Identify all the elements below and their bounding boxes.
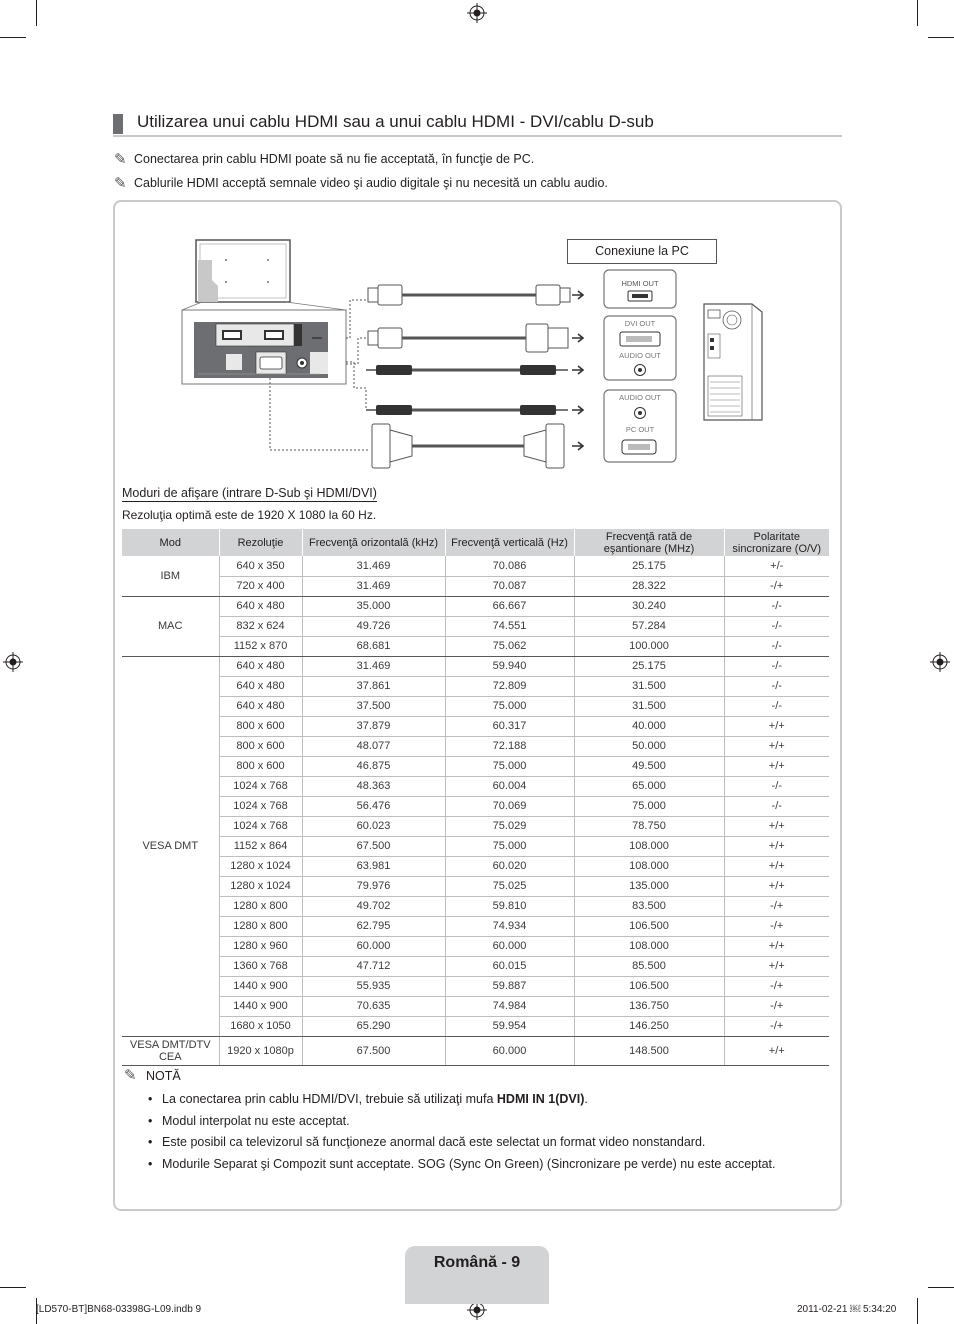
table-row (122, 676, 829, 696)
table-cell: 31.500 (574, 676, 724, 696)
table-cell: 106.500 (574, 976, 724, 996)
table-cell: 640 x 480 (219, 696, 302, 716)
registration-mark-icon (930, 652, 950, 672)
table-cell: 720 x 400 (219, 576, 302, 596)
table-row (122, 576, 829, 596)
table-cell: 135.000 (574, 876, 724, 896)
bullet-icon: • (148, 1114, 153, 1128)
table-cell: 1280 x 800 (219, 896, 302, 916)
bullet-icon: • (148, 1157, 153, 1171)
table-row (122, 956, 829, 976)
crop-mark (928, 37, 954, 38)
table-row (122, 616, 829, 636)
table-cell: 75.000 (574, 796, 724, 816)
table-cell: +/+ (724, 1036, 829, 1065)
table-cell: 60.015 (445, 956, 574, 976)
table-cell: 37.861 (302, 676, 445, 696)
table-cell: 72.188 (445, 736, 574, 756)
table-cell: 62.795 (302, 916, 445, 936)
table-cell: 74.551 (445, 616, 574, 636)
table-cell: -/- (724, 796, 829, 816)
table-row (122, 556, 829, 576)
table-cell: 1152 x 864 (219, 836, 302, 856)
table-cell: 28.322 (574, 576, 724, 596)
table-cell: 74.934 (445, 916, 574, 936)
table-cell: 37.500 (302, 696, 445, 716)
cable-audio-2 (366, 405, 583, 415)
table-row (122, 876, 829, 896)
table-cell: 832 x 624 (219, 616, 302, 636)
table-row (122, 896, 829, 916)
pc-port-group-hdmi (604, 270, 676, 308)
table-cell: 55.935 (302, 976, 445, 996)
connection-diagram (180, 238, 780, 478)
table-cell: -/- (724, 656, 829, 676)
col-header-mod: Mod (122, 529, 219, 556)
mode-group-cell: MAC (122, 596, 219, 656)
modes-title: Moduri de afişare (intrare D-Sub şi HDMI/DVI) (122, 486, 377, 500)
footer-timestamp: 2011-02-21 ￼ 5:34:20 (797, 1304, 897, 1315)
table-cell: 60.317 (445, 716, 574, 736)
crop-mark (0, 1287, 26, 1288)
table-cell: 75.000 (445, 696, 574, 716)
table-row (122, 976, 829, 996)
port-label-dvi-out: DVI OUT (624, 319, 656, 328)
table-row (122, 736, 829, 756)
table-cell: 1024 x 768 (219, 816, 302, 836)
bullet-text-pre: La conectarea prin cablu HDMI/DVI, trebuie să utilizaţi mufa (162, 1092, 497, 1106)
pencil-icon: ✎ (114, 175, 127, 192)
table-cell: +/+ (724, 816, 829, 836)
table-cell: 60.004 (445, 776, 574, 796)
bullet-text: Este posibil ca televizorul să funcţioneze anormal dacă este selectat un format video nonstandard. (162, 1135, 706, 1149)
table-row (122, 836, 829, 856)
crop-mark (928, 1287, 954, 1288)
table-cell: 108.000 (574, 856, 724, 876)
pencil-icon: ✎ (114, 151, 127, 168)
table-cell: 65.290 (302, 1016, 445, 1036)
col-header-vertical-freq: Frecvenţă verticală (Hz) (445, 529, 574, 556)
cable-hdmi (368, 285, 583, 305)
table-cell: 1280 x 1024 (219, 856, 302, 876)
table-cell: -/+ (724, 896, 829, 916)
table-cell: 63.981 (302, 856, 445, 876)
note-line (114, 151, 534, 168)
table-cell: 59.887 (445, 976, 574, 996)
crop-mark (917, 0, 918, 26)
crop-mark (917, 1298, 918, 1324)
table-cell: 136.750 (574, 996, 724, 1016)
crop-mark (0, 37, 26, 38)
table-cell: -/+ (724, 916, 829, 936)
table-cell: 1440 x 900 (219, 976, 302, 996)
bullet-text-post: . (584, 1092, 588, 1106)
table-cell: 49.726 (302, 616, 445, 636)
table-row (122, 636, 829, 656)
table-cell: +/+ (724, 836, 829, 856)
nota-bullet (148, 1091, 588, 1107)
table-cell: 79.976 (302, 876, 445, 896)
table-cell: 25.175 (574, 656, 724, 676)
table-cell: 65.000 (574, 776, 724, 796)
table-row (122, 756, 829, 776)
table-row (122, 596, 829, 616)
table-cell: 49.500 (574, 756, 724, 776)
table-cell: 1280 x 800 (219, 916, 302, 936)
table-cell: 72.809 (445, 676, 574, 696)
table-cell: 1024 x 768 (219, 796, 302, 816)
table-cell: -/- (724, 696, 829, 716)
mode-group-cell: VESA DMT (122, 656, 219, 1036)
table-cell: 75.029 (445, 816, 574, 836)
table-cell: 25.175 (574, 556, 724, 576)
modes-subtitle: Rezoluţia optimă este de 1920 X 1080 la 60 Hz. (122, 508, 377, 522)
bullet-text-bold: HDMI IN 1(DVI) (496, 1092, 585, 1106)
table-cell: 148.500 (574, 1036, 724, 1065)
table-cell: +/+ (724, 756, 829, 776)
bullet-text: Modurile Separat şi Compozit sunt acceptate. SOG (Sync On Green) (Sincronizare pe verde) nu este acceptat. (162, 1157, 776, 1171)
connection-label: Conexiune la PC (567, 239, 717, 264)
table-cell: +/- (724, 556, 829, 576)
table-cell: +/+ (724, 936, 829, 956)
table-cell: 78.750 (574, 816, 724, 836)
table-cell: 70.069 (445, 796, 574, 816)
table-cell: 67.500 (302, 836, 445, 856)
table-row (122, 696, 829, 716)
table-cell: 31.500 (574, 696, 724, 716)
table-cell: 46.875 (302, 756, 445, 776)
table-cell: 1680 x 1050 (219, 1016, 302, 1036)
table-cell: 108.000 (574, 836, 724, 856)
table-cell: 1280 x 960 (219, 936, 302, 956)
mode-group-cell: IBM (122, 556, 219, 596)
table-cell: 74.984 (445, 996, 574, 1016)
mode-group-cell: VESA DMT/DTV CEA (122, 1036, 219, 1065)
table-row (122, 656, 829, 676)
table-cell: 800 x 600 (219, 756, 302, 776)
table-cell: 59.810 (445, 896, 574, 916)
cable-hdmi-dvi (368, 324, 583, 352)
pc-tower-illustration (704, 304, 762, 420)
table-row (122, 1016, 829, 1036)
table-cell: 40.000 (574, 716, 724, 736)
table-cell: +/+ (724, 736, 829, 756)
table-row (122, 1036, 829, 1065)
note-line (114, 175, 608, 192)
port-label-hdmi-out: HDMI OUT (621, 279, 659, 288)
table-cell: 640 x 480 (219, 676, 302, 696)
table-cell: 57.284 (574, 616, 724, 636)
table-cell: +/+ (724, 716, 829, 736)
table-cell: 640 x 350 (219, 556, 302, 576)
pencil-icon: ✎ (124, 1067, 137, 1084)
table-cell: 59.940 (445, 656, 574, 676)
table-cell: 1024 x 768 (219, 776, 302, 796)
nota-bullet (148, 1156, 775, 1172)
table-cell: 31.469 (302, 576, 445, 596)
table-row (122, 716, 829, 736)
port-label-audio-out-1: AUDIO OUT (619, 351, 661, 360)
registration-mark-icon (467, 3, 487, 23)
page-number-badge (405, 1246, 549, 1304)
table-cell: 49.702 (302, 896, 445, 916)
table-cell: 75.000 (445, 836, 574, 856)
page-number: Română - 9 (433, 1254, 521, 1271)
table-cell: 1920 x 1080p (219, 1036, 302, 1065)
table-row (122, 856, 829, 876)
table-cell: 1152 x 870 (219, 636, 302, 656)
table-cell: 60.023 (302, 816, 445, 836)
col-header-pixel-clock: Frecvenţă rată de eşantionare (MHz) (574, 529, 724, 556)
table-cell: 640 x 480 (219, 596, 302, 616)
table-cell: 37.879 (302, 716, 445, 736)
table-cell: 66.667 (445, 596, 574, 616)
table-cell: 108.000 (574, 936, 724, 956)
table-cell: 85.500 (574, 956, 724, 976)
table-row (122, 916, 829, 936)
table-cell: 1280 x 1024 (219, 876, 302, 896)
table-cell: +/+ (724, 876, 829, 896)
table-row (122, 936, 829, 956)
table-cell: 106.500 (574, 916, 724, 936)
table-cell: 1360 x 768 (219, 956, 302, 976)
table-cell: 56.476 (302, 796, 445, 816)
table-cell: -/- (724, 596, 829, 616)
table-cell: 100.000 (574, 636, 724, 656)
table-cell: 31.469 (302, 556, 445, 576)
port-label-audio-out-2: AUDIO OUT (619, 393, 661, 402)
table-row (122, 996, 829, 1016)
table-cell: 47.712 (302, 956, 445, 976)
table-cell: -/- (724, 616, 829, 636)
display-modes-table (122, 529, 829, 1066)
table-cell: -/+ (724, 576, 829, 596)
table-cell: 75.062 (445, 636, 574, 656)
table-cell: -/- (724, 636, 829, 656)
cable-audio-1 (366, 365, 583, 375)
nota-heading (124, 1068, 181, 1084)
table-cell: -/- (724, 676, 829, 696)
section-heading (113, 111, 842, 137)
crop-mark (36, 0, 37, 26)
table-cell: 83.500 (574, 896, 724, 916)
section-title: Utilizarea unui cablu HDMI sau a unui cablu HDMI - DVI/cablu D-sub (137, 112, 654, 131)
table-cell: 48.077 (302, 736, 445, 756)
table-cell: 30.240 (574, 596, 724, 616)
table-row (122, 816, 829, 836)
table-header-row (122, 529, 829, 556)
pc-port-group-dvi (604, 316, 676, 380)
cable-dsub (372, 424, 583, 468)
bullet-icon: • (148, 1092, 153, 1106)
table-cell: 60.020 (445, 856, 574, 876)
table-cell: 146.250 (574, 1016, 724, 1036)
table-cell: 35.000 (302, 596, 445, 616)
table-row (122, 796, 829, 816)
table-cell: 75.025 (445, 876, 574, 896)
table-cell: 59.954 (445, 1016, 574, 1036)
col-header-horizontal-freq: Frecvenţă orizontală (kHz) (302, 529, 445, 556)
col-header-sync-polarity: Polaritate sincronizare (O/V) (724, 529, 829, 556)
nota-bullet (148, 1113, 350, 1129)
table-cell: -/- (724, 776, 829, 796)
pc-port-group-dsub (604, 390, 676, 462)
table-cell: -/+ (724, 976, 829, 996)
tv-back-illustration (182, 240, 346, 310)
port-label-pc-out: PC OUT (625, 425, 655, 434)
table-cell: 48.363 (302, 776, 445, 796)
table-cell: -/+ (724, 1016, 829, 1036)
table-cell: 60.000 (445, 1036, 574, 1065)
table-cell: 640 x 480 (219, 656, 302, 676)
table-cell: 75.000 (445, 756, 574, 776)
table-cell: 1440 x 900 (219, 996, 302, 1016)
col-header-resolution: Rezoluţie (219, 529, 302, 556)
table-cell: 50.000 (574, 736, 724, 756)
table-cell: -/+ (724, 996, 829, 1016)
bullet-text: Modul interpolat nu este acceptat. (162, 1114, 350, 1128)
footer-file-name: [LD570-BT]BN68-03398G-L09.indb 9 (36, 1304, 202, 1315)
tv-input-panel (182, 310, 346, 384)
note-text: Conectarea prin cablu HDMI poate să nu fie acceptată, în funcţie de PC. (134, 152, 535, 166)
table-cell: 60.000 (445, 936, 574, 956)
table-cell: 800 x 600 (219, 716, 302, 736)
table-cell: 60.000 (302, 936, 445, 956)
nota-label: NOTĂ (146, 1069, 181, 1083)
nota-bullet (148, 1134, 705, 1150)
table-cell: +/+ (724, 956, 829, 976)
table-cell: 800 x 600 (219, 736, 302, 756)
table-cell: 31.469 (302, 656, 445, 676)
heading-bar (113, 114, 123, 134)
table-cell: 68.681 (302, 636, 445, 656)
table-cell: 70.087 (445, 576, 574, 596)
bullet-icon: • (148, 1135, 153, 1149)
table-cell: +/+ (724, 856, 829, 876)
table-cell: 70.635 (302, 996, 445, 1016)
table-row (122, 776, 829, 796)
table-cell: 70.086 (445, 556, 574, 576)
note-text: Cablurile HDMI acceptă semnale video şi audio digitale şi nu necesită un cablu audio. (134, 176, 608, 190)
registration-mark-icon (3, 652, 23, 672)
table-cell: 67.500 (302, 1036, 445, 1065)
